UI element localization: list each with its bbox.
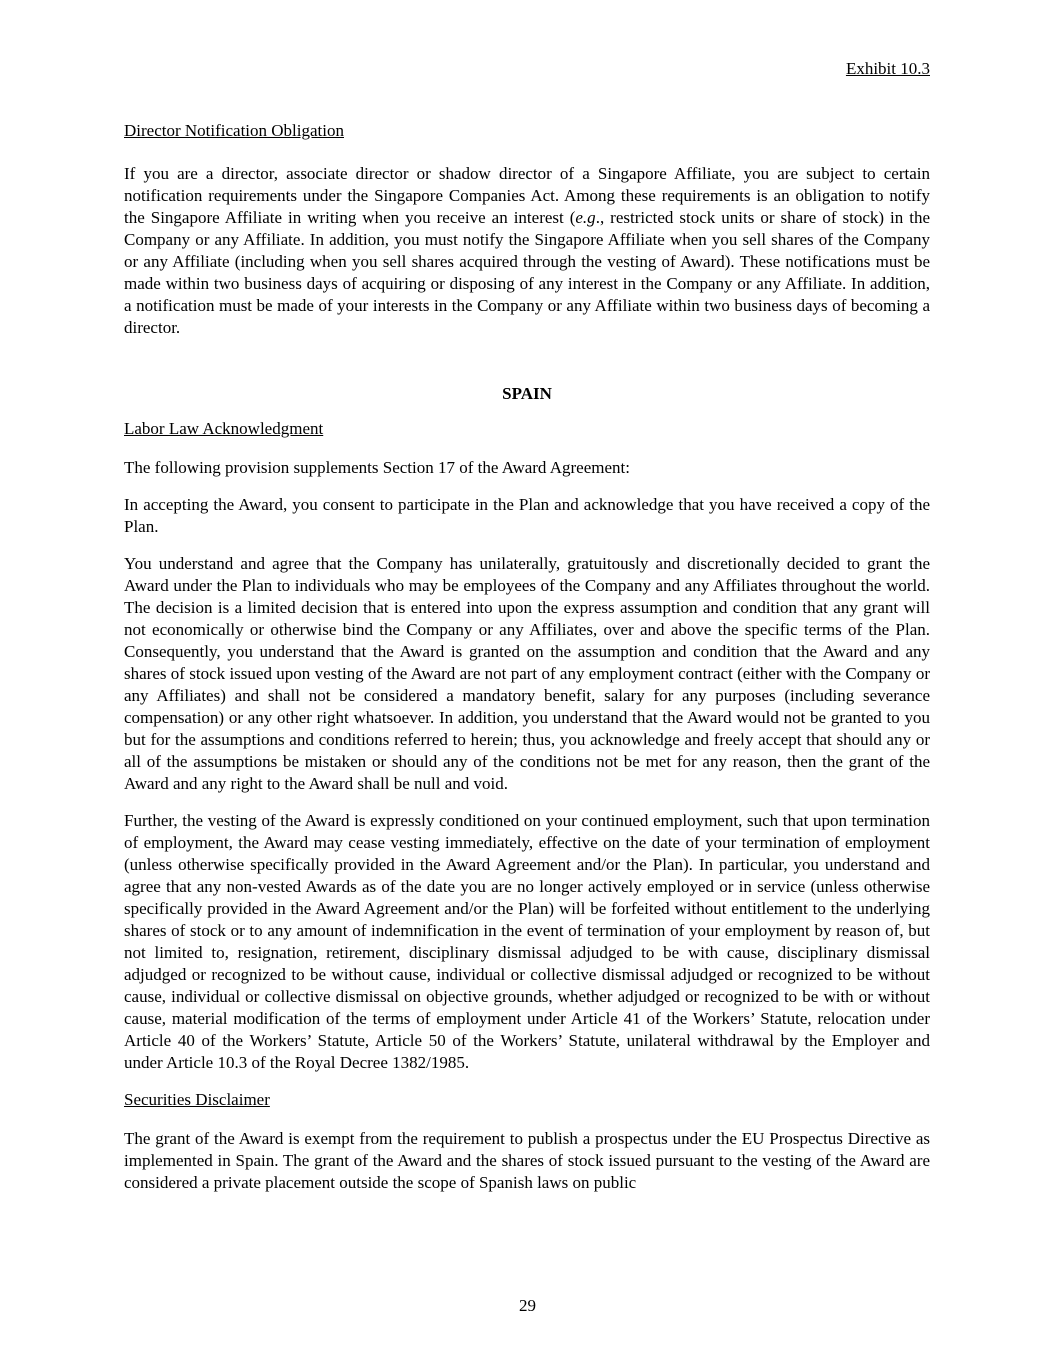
para-securities-1: The grant of the Award is exempt from the requirement to publish a prospectus under the EU Prospectus Directive as implemented in Spain. The grant of the Award and the shares of stock issued pursuant to the vesting of the Award are considered a private placement outside the scope of Spanish laws on public [124, 1129, 930, 1192]
para-labor-1: In accepting the Award, you consent to participate in the Plan and acknowledge that you have received a copy of the Plan. [124, 495, 930, 536]
exhibit-label-line [124, 58, 930, 80]
exhibit-label: Exhibit 10.3 [845, 59, 930, 78]
para-labor-2: You understand and agree that the Company has unilaterally, gratuitously and discretionally decided to grant the Award under the Plan to individuals who may be employees of the Company and any Affiliates throughout the world. The decision is a limited decision that is entered into upon the express assumption and condition that any grant will not economically or otherwise bind the Company or any Affiliates, over and above the specific terms of the Plan. Consequently, you understand that the Award is granted on the assumption and condition that the Award and any shares of stock issued upon vesting of the Award are not part of any employment contract (either with the Company or any Affiliates) and shall not be considered a mandatory benefit, salary for any purposes (including severance compensation) or any other right whatsoever. In addition, you understand that the Award would not be granted to you but for the assumptions and conditions referred to herein; thus, you acknowledge and freely accept that should any or all of the assumptions be mistaken or should any of the conditions not be met for any reason, then the grant of the Award and any right to the Award shall be null and void. [124, 554, 930, 793]
para-labor-3: Further, the vesting of the Award is expressly conditioned on your continued employment, such that upon termination of employment, the Award may cease vesting immediately, effective on the date of your termination of employment (unless otherwise specifically provided in the Award Agreement and/or the Plan). In particular, you understand and agree that any non-vested Awards as of the date you are no longer actively employed or in service (unless otherwise specifically provided in the Award Agreement and/or the Plan) will be forfeited without entitlement to the underlying shares of stock or to any amount of indemnification in the event of termination of your employment by reason of, but not limited to, resignation, retirement, disciplinary dismissal adjudged to be with cause, disciplinary dismissal adjudged or recognized to be without cause, individual or collective dismissal adjudged or recognized to be without cause, individual or collective dismissal on objective grounds, whether adjudged or recognized to be with or without cause, material modification of the terms of employment under Article 41 of the Workers’ Statute, relocation under Article 40 of the Workers’ Statute, Article 50 of the Workers’ Statute, unilateral withdrawal by the Employer and under Article 10.3 of the Royal Decree 1382/1985. [124, 811, 930, 1072]
text-run: ., restricted stock units or share of stock) in the Company or any Affiliate. In addition, you must notify the Singapore Affiliate when you sell shares of the Company or any Affiliate (including when you sell shares acquired through the vesting of Award). These notifications must be made within two business days of acquiring or disposing of any interest in the Company or any Affiliate. In addition, a notification must be made of your interests in the Company or any Affiliate within two business days of becoming a director. [124, 208, 931, 337]
country-heading-spain: SPAIN [502, 384, 552, 403]
heading-director-notification-obligation: Director Notification Obligation [124, 121, 344, 140]
heading-securities-disclaimer: Securities Disclaimer [124, 1090, 270, 1109]
text-run-italic: e.g [575, 208, 596, 227]
para-labor-intro: The following provision supplements Section 17 of the Award Agreement: [124, 458, 630, 477]
text-run: If you are a director, associate director or shadow director of a Singapore Affiliate, you are subject to certain notification requirements under the Singapore Companies Act. Among these requirements is an obligation to notify the Singapore Affiliate in writing when you receive an interest ( [124, 164, 930, 227]
heading-labor-law-acknowledgment: Labor Law Acknowledgment [124, 419, 324, 438]
section-singapore [124, 120, 930, 339]
para-director-notification [124, 163, 930, 339]
section-spain [124, 383, 930, 1194]
page-number: 29 [519, 1296, 536, 1315]
